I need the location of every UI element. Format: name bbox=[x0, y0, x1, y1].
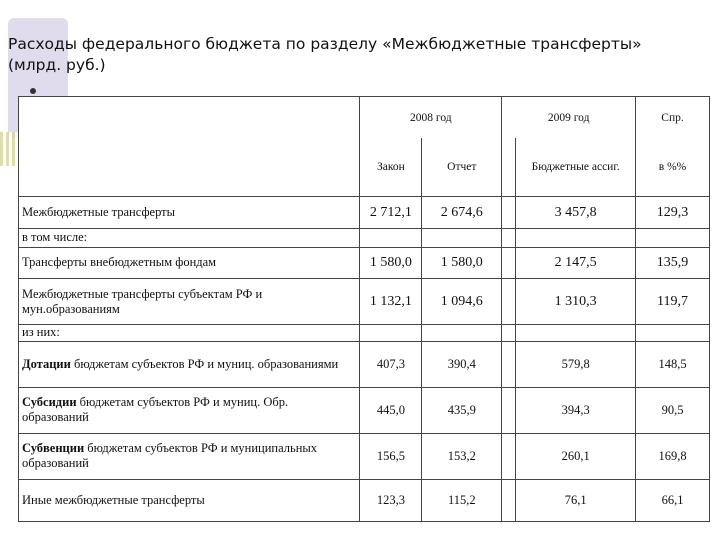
header-law: Закон bbox=[360, 138, 422, 197]
cell-spacer bbox=[502, 279, 516, 325]
cell-spacer bbox=[502, 341, 516, 387]
cell-spacer bbox=[502, 433, 516, 479]
cell-pct: 135,9 bbox=[636, 247, 710, 278]
cell-report: 115,2 bbox=[422, 480, 502, 522]
header-spacer bbox=[502, 138, 516, 197]
header-report: Отчет bbox=[422, 138, 502, 197]
cell-report: 390,4 bbox=[422, 341, 502, 387]
cell-assign: 3 457,8 bbox=[516, 197, 636, 228]
cell-law: 445,0 bbox=[360, 387, 422, 433]
cell-assign: 260,1 bbox=[516, 433, 636, 479]
header-budget-assign: Бюджетные ассиг. bbox=[516, 138, 636, 197]
header-2008: 2008 год bbox=[360, 97, 502, 139]
cell-law: 123,3 bbox=[360, 480, 422, 522]
section-row bbox=[19, 325, 710, 342]
header-row-years bbox=[19, 97, 710, 139]
cell-law: 407,3 bbox=[360, 341, 422, 387]
cell-assign: 1 310,3 bbox=[516, 279, 636, 325]
bullet-dot bbox=[30, 88, 36, 94]
cell-pct: 90,5 bbox=[636, 387, 710, 433]
cell-report: 1 580,0 bbox=[422, 247, 502, 278]
table-row bbox=[19, 387, 710, 433]
cell-assign: 76,1 bbox=[516, 480, 636, 522]
header-percent: в %% bbox=[636, 138, 710, 197]
table-row bbox=[19, 480, 710, 522]
page-title: Расходы федерального бюджета по разделу «Межбюджетные трансферты» (млрд. руб.) bbox=[8, 35, 642, 74]
cell-pct: 119,7 bbox=[636, 279, 710, 325]
cell-pct: 129,3 bbox=[636, 197, 710, 228]
cell-pct: 148,5 bbox=[636, 341, 710, 387]
row-label: Межбюджетные трансферты bbox=[19, 197, 360, 228]
budget-table bbox=[18, 96, 710, 522]
cell-report: 2 674,6 bbox=[422, 197, 502, 228]
cell-law: 1 132,1 bbox=[360, 279, 422, 325]
header-2009: 2009 год bbox=[502, 97, 636, 139]
table-row bbox=[19, 279, 710, 325]
cell-pct: 66,1 bbox=[636, 480, 710, 522]
cell-assign: 2 147,5 bbox=[516, 247, 636, 278]
cell-report: 153,2 bbox=[422, 433, 502, 479]
row-label: Межбюджетные трансферты субъектам РФ и мун.образованиям bbox=[19, 279, 360, 325]
cell-law: 1 580,0 bbox=[360, 247, 422, 278]
cell-assign: 394,3 bbox=[516, 387, 636, 433]
section-label: из них: bbox=[19, 325, 360, 342]
cell-report: 1 094,6 bbox=[422, 279, 502, 325]
cell-spacer bbox=[502, 197, 516, 228]
table-row bbox=[19, 197, 710, 228]
header-blank-cell bbox=[19, 97, 360, 197]
row-label: Субвенции бюджетам субъектов РФ и муниципальных образований bbox=[19, 433, 360, 479]
section-row bbox=[19, 228, 710, 247]
cell-assign: 579,8 bbox=[516, 341, 636, 387]
header-ref: Спр. bbox=[636, 97, 710, 139]
cell-law: 2 712,1 bbox=[360, 197, 422, 228]
cell-spacer bbox=[502, 480, 516, 522]
table-row bbox=[19, 247, 710, 278]
section-label: в том числе: bbox=[19, 228, 360, 247]
cell-spacer bbox=[502, 247, 516, 278]
row-label: Иные межбюджетные трансферты bbox=[19, 480, 360, 522]
row-label: Субсидии бюджетам субъектов РФ и муниц. Обр. образований bbox=[19, 387, 360, 433]
row-label: Дотации бюджетам субъектов РФ и муниц. образованиями bbox=[19, 341, 360, 387]
cell-report: 435,9 bbox=[422, 387, 502, 433]
cell-spacer bbox=[502, 387, 516, 433]
cell-pct: 169,8 bbox=[636, 433, 710, 479]
row-label: Трансферты внебюджетным фондам bbox=[19, 247, 360, 278]
cell-law: 156,5 bbox=[360, 433, 422, 479]
table-row bbox=[19, 433, 710, 479]
table-row bbox=[19, 341, 710, 387]
